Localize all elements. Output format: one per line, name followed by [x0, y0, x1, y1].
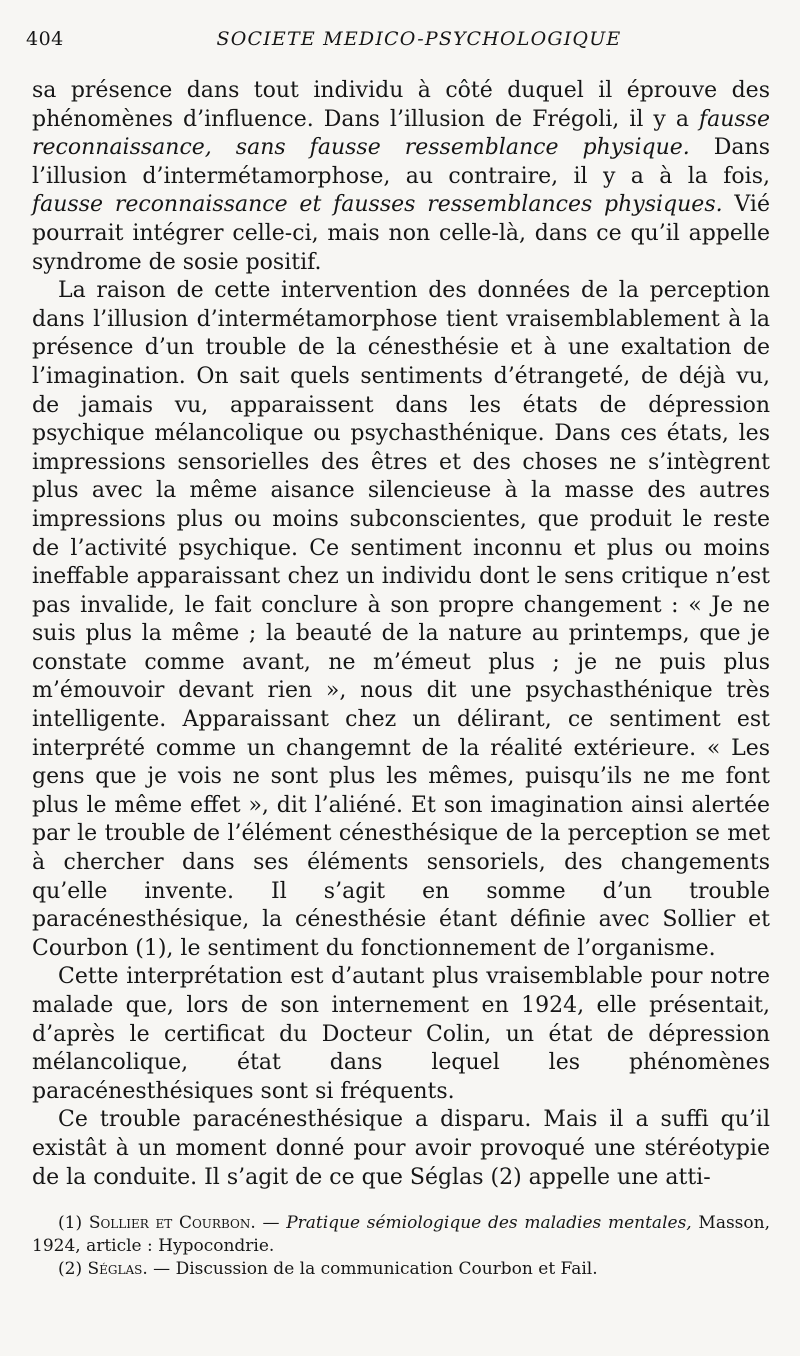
footnote-1: [32, 1212, 770, 1258]
footnote-2-rest: — Discussion de la communication Courbon et Fail.: [147, 1259, 598, 1279]
paragraph-3: Cette interprétation est d’autant plus vraisemblable pour notre malade que, lors de son internement en 1924, elle présentait, d’après le certificat du Docteur Colin, un état de dépression mélancolique, état dans lequel les phénomènes paracénesthésiques sont si fréquents.: [32, 964, 770, 1104]
paragraph-1-emphasis-a: fausse reconnaissance, sans fausse ressemblance physique.: [32, 106, 770, 161]
footnote-1-dash: —: [255, 1213, 287, 1233]
paragraph-1-emphasis-b: fausse reconnaissance et fausses ressemblances physiques.: [32, 192, 723, 218]
page-number: 404: [26, 28, 64, 50]
paragraph-2: La raison de cette intervention des données de la perception dans l’illusion d’intermétamorphose tient vraisemblablement à la présence d’un trouble de la cénesthésie et à une exaltation de l’imagination. On sait quels sentiments d’étrangeté, de déjà vu, de jamais vu, apparaissent dans les états de dépression psychique mélancolique ou psychasthénique. Dans ces états, les impressions sensorielles des êtres et des choses ne s’intègrent plus avec la même aisance silencieuse à la masse des autres impressions plus ou moins subconscientes, que produit le reste de l’activité psychique. Ce sentiment inconnu et plus ou moins ineffable apparaissant chez un individu dont le sens critique n’est pas invalide, le fait conclure à son propre changement : « Je ne suis plus la même ; la beauté de la nature au printemps, que je constate comme avant, ne m’émeut plus ; je ne puis plus m’émouvoir devant rien », nous dit une psychasthénique très intelligente. Apparaissant chez un délirant, ce sentiment est interprété comme un changemnt de la réalité extérieure. « Les gens que je vois ne sont plus les mêmes, puisqu’ils ne me font plus le même effet », dit l’aliéné. Et son imagination ainsi alertée par le trouble de l’élément cénesthésique de la perception se met à chercher dans ses éléments sensoriels, des changements qu’elle invente. Il s’agit en somme d’un trouble paracénesthésique, la cénesthésie étant définie avec Sollier et Courbon (1), le sentiment du fonctionnement de l’organisme.: [32, 278, 770, 961]
footnote-1-title: Pratique sémiologique des maladies mentales,: [286, 1213, 692, 1233]
body-text: [32, 77, 770, 1192]
running-head: [22, 28, 780, 54]
footnote-2: [32, 1258, 770, 1281]
footnote-1-author: Sollier et Courbon.: [88, 1213, 256, 1233]
footnote-1-rest: Masson, 1924, article : Hypocondrie.: [32, 1213, 770, 1256]
footnote-2-marker: (2): [58, 1259, 83, 1279]
footnote-1-marker: (1): [58, 1213, 83, 1233]
footnotes: [32, 1212, 770, 1281]
paragraph-1-text-b: Dans l’illusion d’intermétamorphose, au contraire, il y a à la fois,: [32, 135, 770, 189]
footnote-2-author: Séglas.: [87, 1259, 148, 1279]
running-title: SOCIETE MEDICO-PSYCHOLOGIQUE: [216, 28, 622, 50]
paragraph-1-text-c: Vié pourrait intégrer celle-ci, mais non celle-là, dans ce qu’il appelle syndrome de sosie positif.: [32, 192, 770, 275]
paragraph-1: [32, 77, 770, 277]
paragraph-4: Ce trouble paracénesthésique a disparu. Mais il a suffi qu’il existât à un moment donné pour avoir provoqué une stéréotypie de la conduite. Il s’agit de ce que Séglas (2) appelle une atti-: [32, 1107, 770, 1190]
paragraph-1-text-a: sa présence dans tout individu à côté duquel il éprouve des phénomènes d’influence. Dans l’illusion de Frégoli, il y a: [32, 78, 770, 132]
